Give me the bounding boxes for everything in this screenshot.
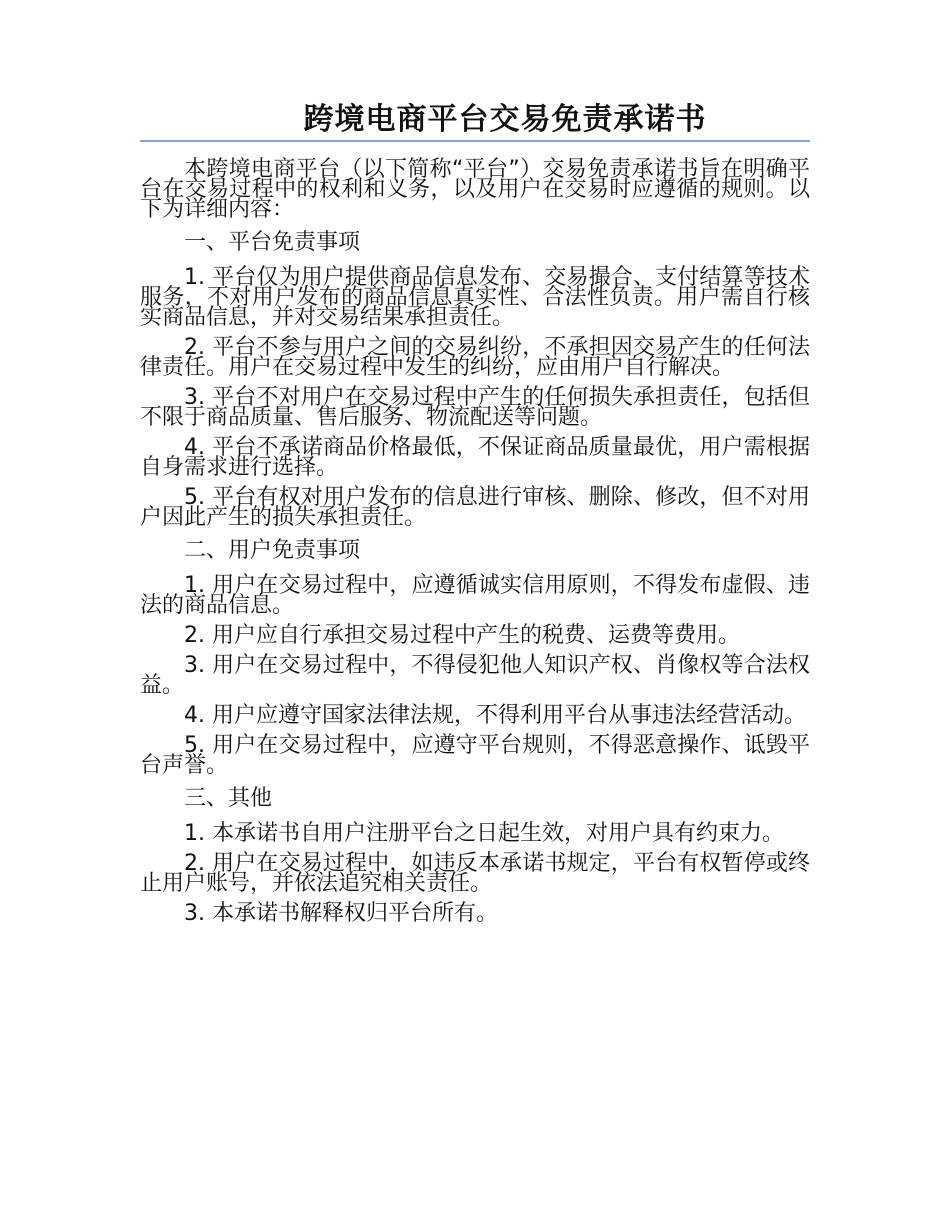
clause-paragraph: 3. 本承诺书解释权归平台所有。 — [184, 901, 498, 926]
document-title: 跨境电商平台交易免责承诺书 — [140, 100, 810, 142]
section-heading: 一、平台免责事项 — [184, 230, 361, 255]
intro-paragraph: 本跨境电商平台（以下简称“平台”）交易免责承诺书旨在明确平台在交易过程中的权利和义务，以及用户在交易时应遵循的规则。以下为详细内容： — [140, 157, 810, 222]
clause-paragraph: 2. 用户在交易过程中，如违反本承诺书规定，平台有权暂停或终止用户账号，并依法追究相关责任。 — [140, 851, 810, 896]
clause-paragraph: 2. 用户应自行承担交易过程中产生的税费、运费等费用。 — [184, 623, 740, 648]
section-heading: 三、其他 — [184, 786, 273, 811]
clause-paragraph: 5. 用户在交易过程中，应遵守平台规则，不得恶意操作、诋毁平台声誉。 — [140, 733, 810, 778]
section-platform-disclaimer — [140, 230, 810, 528]
document-body — [140, 157, 810, 926]
clause-paragraph: 5. 平台有权对用户发布的信息进行审核、删除、修改，但不对用户因此产生的损失承担责任。 — [140, 485, 810, 530]
clause-paragraph: 4. 用户应遵守国家法律法规，不得利用平台从事违法经营活动。 — [184, 703, 806, 728]
clause-paragraph: 4. 平台不承诺商品价格最低，不保证商品质量最优，用户需根据自身需求进行选择。 — [140, 435, 810, 480]
section-user-disclaimer — [140, 538, 810, 776]
clause-paragraph: 3. 平台不对用户在交易过程中产生的任何损失承担责任，包括但不限于商品质量、售后服务、物流配送等问题。 — [140, 385, 810, 430]
clause-paragraph: 1. 平台仅为用户提供商品信息发布、交易撮合、支付结算等技术服务，不对用户发布的商品信息真实性、合法性负责。用户需自行核实商品信息，并对交易结果承担责任。 — [140, 265, 810, 330]
clause-paragraph: 2. 平台不参与用户之间的交易纠纷，不承担因交易产生的任何法律责任。用户在交易过程中发生的纠纷，应由用户自行解决。 — [140, 335, 810, 380]
clause-paragraph: 3. 用户在交易过程中，不得侵犯他人知识产权、肖像权等合法权益。 — [140, 653, 810, 698]
clause-paragraph: 1. 本承诺书自用户注册平台之日起生效，对用户具有约束力。 — [184, 821, 784, 846]
section-heading: 二、用户免责事项 — [184, 538, 361, 563]
clause-paragraph: 1. 用户在交易过程中，应遵循诚实信用原则，不得发布虚假、违法的商品信息。 — [140, 573, 810, 618]
section-other — [140, 786, 810, 924]
document-page — [140, 100, 810, 934]
